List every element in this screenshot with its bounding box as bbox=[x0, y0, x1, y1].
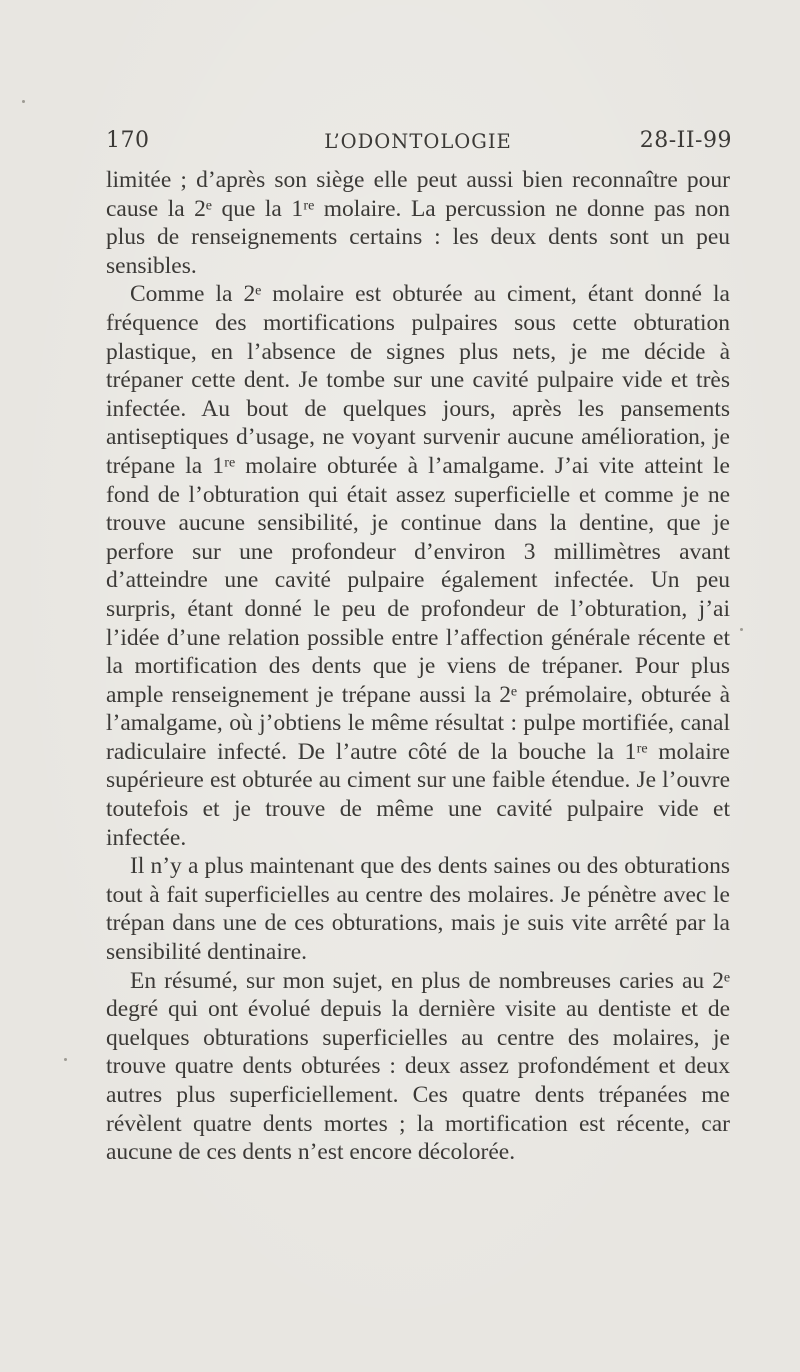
page-header bbox=[104, 128, 732, 158]
issue-date: 28-II-99 bbox=[639, 128, 732, 153]
body-text bbox=[106, 166, 730, 1167]
paper-speck bbox=[740, 628, 743, 631]
paragraph: Comme la 2ᵉ molaire est obturée au ciment, étant donné la fréquence des mortifications pulpaires sous cette obturation plastique, en l’absence de signes plus nets, je me décide à trépaner cette dent. Je tombe sur une cavité pulpaire vide et très infectée. Au bout de quelques jours, après les pansements antiseptiques d’usage, ne voyant survenir aucune amélioration, je trépane la 1ʳᵉ molaire obturée à l’amalgame. J’ai vite atteint le fond de l’obturation qui était assez superficielle et comme je ne trouve aucune sensibilité, je continue dans la dentine, que je perfore sur une profondeur d’environ 3 millimètres avant d’atteindre une cavité pulpaire également infectée. Un peu surpris, étant donné le peu de profondeur de l’obturation, j’ai l’idée d’une relation possible entre l’affection générale récente et la mortification des dents que je viens de trépaner. Pour plus ample renseignement je trépane aussi la 2ᵉ prémolaire, obturée à l’amalgame, où j’obtiens le même résultat : pulpe mortifiée, canal radiculaire infecté. De l’autre côté de la bouche la 1ʳᵉ molaire supérieure est obturée au ciment sur une faible étendue. Je l’ouvre toutefois et je trouve de même une cavité pulpaire vide et infectée. bbox=[106, 281, 730, 851]
paragraph: Il n’y a plus maintenant que des dents saines ou des obturations tout à fait superficielles au centre des molaires. Je pénètre avec le trépan dans une de ces obturations, mais je suis vite arrêté par la sensibilité dentinaire. bbox=[106, 853, 730, 966]
running-title: L’ODONTOLOGIE bbox=[324, 130, 512, 153]
page-number: 170 bbox=[106, 128, 150, 153]
paragraph: En résumé, sur mon sujet, en plus de nombreuses caries au 2ᵉ degré qui ont évolué depuis la dernière visite au dentiste et de quelques obturations superficielles au centre des molaires, je trouve quatre dents obturées : deux assez profondément et deux autres plus superficiellement. Ces quatre dents trépanées me révèlent quatre dents mortes ; la mortification est récente, car aucune de ces dents n’est encore décolorée. bbox=[106, 967, 730, 1166]
paper-speck bbox=[22, 100, 25, 103]
paper-speck bbox=[64, 1058, 67, 1061]
paragraph-continued: limitée ; d’après son siège elle peut aussi bien reconnaître pour cause la 2ᵉ que la 1ʳᵉ molaire. La percussion ne donne pas non plus de renseignements certains : les deux dents sont un peu sensibles. bbox=[106, 167, 730, 279]
